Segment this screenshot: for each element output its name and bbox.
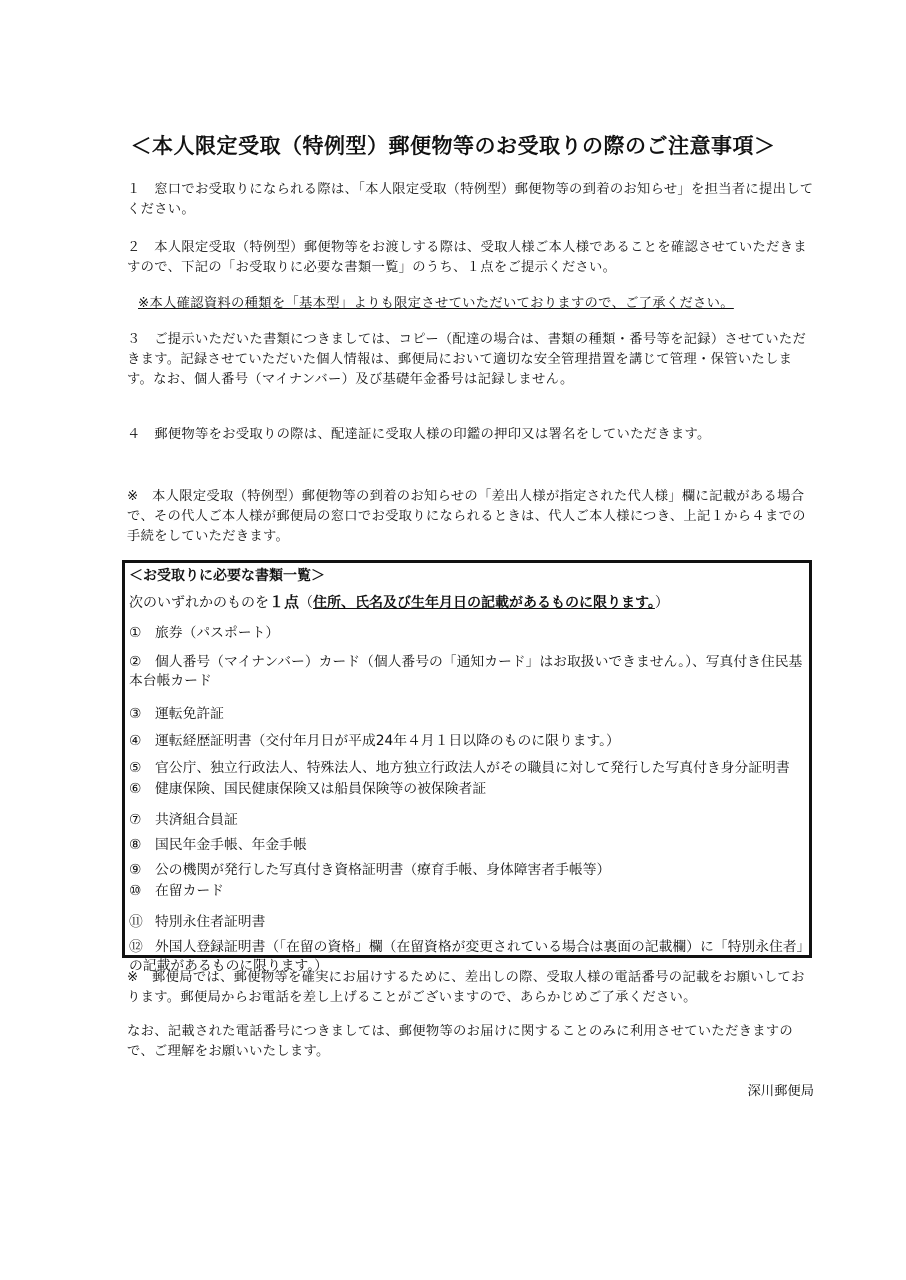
item-text: 在留カード: [155, 883, 224, 899]
document-item: [129, 882, 805, 901]
item-number: ⑨: [129, 862, 142, 878]
document-item: [129, 836, 805, 855]
item-text: 旅券（パスポート）: [155, 625, 280, 641]
item-text: 国民年金手帳、年金手帳: [155, 837, 307, 853]
intro-paren-close: ）: [654, 595, 669, 611]
item-text: 運転経歴証明書（交付年月日が平成24年４月１日以降のものに限ります。）: [155, 733, 620, 749]
item-number: ⑦: [129, 812, 142, 828]
intro-count: １点: [269, 593, 300, 611]
item-text: 外国人登録証明書（「在留の資格」欄（在留資格が変更されている場合は裏面の記載欄）に「特別永住者」の記載があるものに限ります。）: [129, 939, 804, 974]
document-title: ＜本人限定受取（特例型）郵便物等のお受取りの際のご注意事項＞: [130, 134, 776, 158]
required-documents-box: [122, 560, 812, 974]
notice-item-3: ３ ご提示いただいた書類につきましては、コピー（配達の場合は、書類の種類・番号等を記録）させていただきます。記録させていただいた個人情報は、郵便局において適切な安全管理措置を講じて管理・保管いたします。なお、個人番号（マイナンバー）及び基礎年金番号は記録しません。: [127, 332, 807, 387]
intro-condition: 住所、氏名及び生年月日の記載があるものに限ります。: [313, 595, 655, 611]
post-office-signature: 深川郵便局: [747, 1084, 814, 1099]
document-item: [129, 811, 805, 830]
document-item: [129, 861, 805, 880]
document-item: [129, 732, 805, 751]
phone-number-note: ※ 郵便局では、郵便物等を確実にお届けするために、差出しの際、受取人様の電話番号の記載をお願いしております。郵便局からお電話を差し上げることがございますので、あらかじめご了承ください。: [127, 970, 805, 1005]
item-number: ④: [129, 733, 142, 749]
item-number: ②: [129, 654, 142, 670]
item-number: ⑥: [129, 781, 142, 797]
intro-prefix: 次のいずれかのものを: [129, 595, 269, 611]
item-number: ⑪: [129, 914, 143, 930]
item-text: 健康保険、国民健康保険又は船員保険等の被保険者証: [155, 781, 487, 797]
item-number: ③: [129, 706, 142, 722]
item-text: 個人番号（マイナンバー）カード（個人番号の「通知カード」はお取扱いできません。）、写真付き住民基本台帳カード: [129, 654, 803, 689]
proxy-note: ※ 本人限定受取（特例型）郵便物等の到着のお知らせの「差出人様が指定された代人様」欄に記載がある場合で、その代人ご本人様が郵便局の窓口でお受取りになられるときは、代人ご本人様につき、上記１から４までの手続をしていただきます。: [127, 489, 806, 544]
item-number: ①: [129, 625, 142, 641]
item-text: 共済組合員証: [155, 812, 238, 828]
document-item: [129, 759, 805, 778]
intro-paren-open: （: [299, 595, 314, 611]
underlined-note: ※本人確認資料の種類を「基本型」よりも限定させていただいておりますので、ご了承ください。: [138, 296, 734, 311]
notice-item-2: ２ 本人限定受取（特例型）郵便物等をお渡しする際は、受取人様ご本人様であることを確認させていただきますので、下記の「お受取りに必要な書類一覧」のうち、１点をご提示ください。: [127, 240, 807, 275]
box-intro: [129, 591, 805, 614]
box-heading: ＜お受取りに必要な書類一覧＞: [129, 568, 325, 584]
item-number: ⑫: [129, 939, 143, 955]
item-number: ⑩: [129, 883, 142, 899]
notice-item-4: ４ 郵便物等をお受取りの際は、配達証に受取人様の印鑑の押印又は署名をしていただきます。: [127, 427, 711, 442]
document-item: [129, 780, 805, 799]
item-text: 官公庁、独立行政法人、特殊法人、地方独立行政法人がその職員に対して発行した写真付き身分証明書: [155, 760, 790, 776]
item-number: ⑧: [129, 837, 142, 853]
document-item: [129, 705, 805, 724]
item-text: 公の機関が発行した写真付き資格証明書（療育手帳、身体障害者手帳等）: [155, 862, 611, 878]
item-text: 運転免許証: [155, 706, 224, 722]
document-item: [129, 913, 805, 932]
document-item: [129, 653, 805, 691]
item-number: ⑤: [129, 760, 142, 776]
document-item: [129, 624, 805, 643]
item-text: 特別永住者証明書: [155, 914, 266, 930]
phone-usage-note: なお、記載された電話番号につきましては、郵便物等のお届けに関することのみに利用させていただきますので、ご理解をお願いいたします。: [127, 1024, 793, 1059]
notice-item-1: １ 窓口でお受取りになられる際は、「本人限定受取（特例型）郵便物等の到着のお知らせ」を担当者に提出してください。: [127, 182, 814, 217]
